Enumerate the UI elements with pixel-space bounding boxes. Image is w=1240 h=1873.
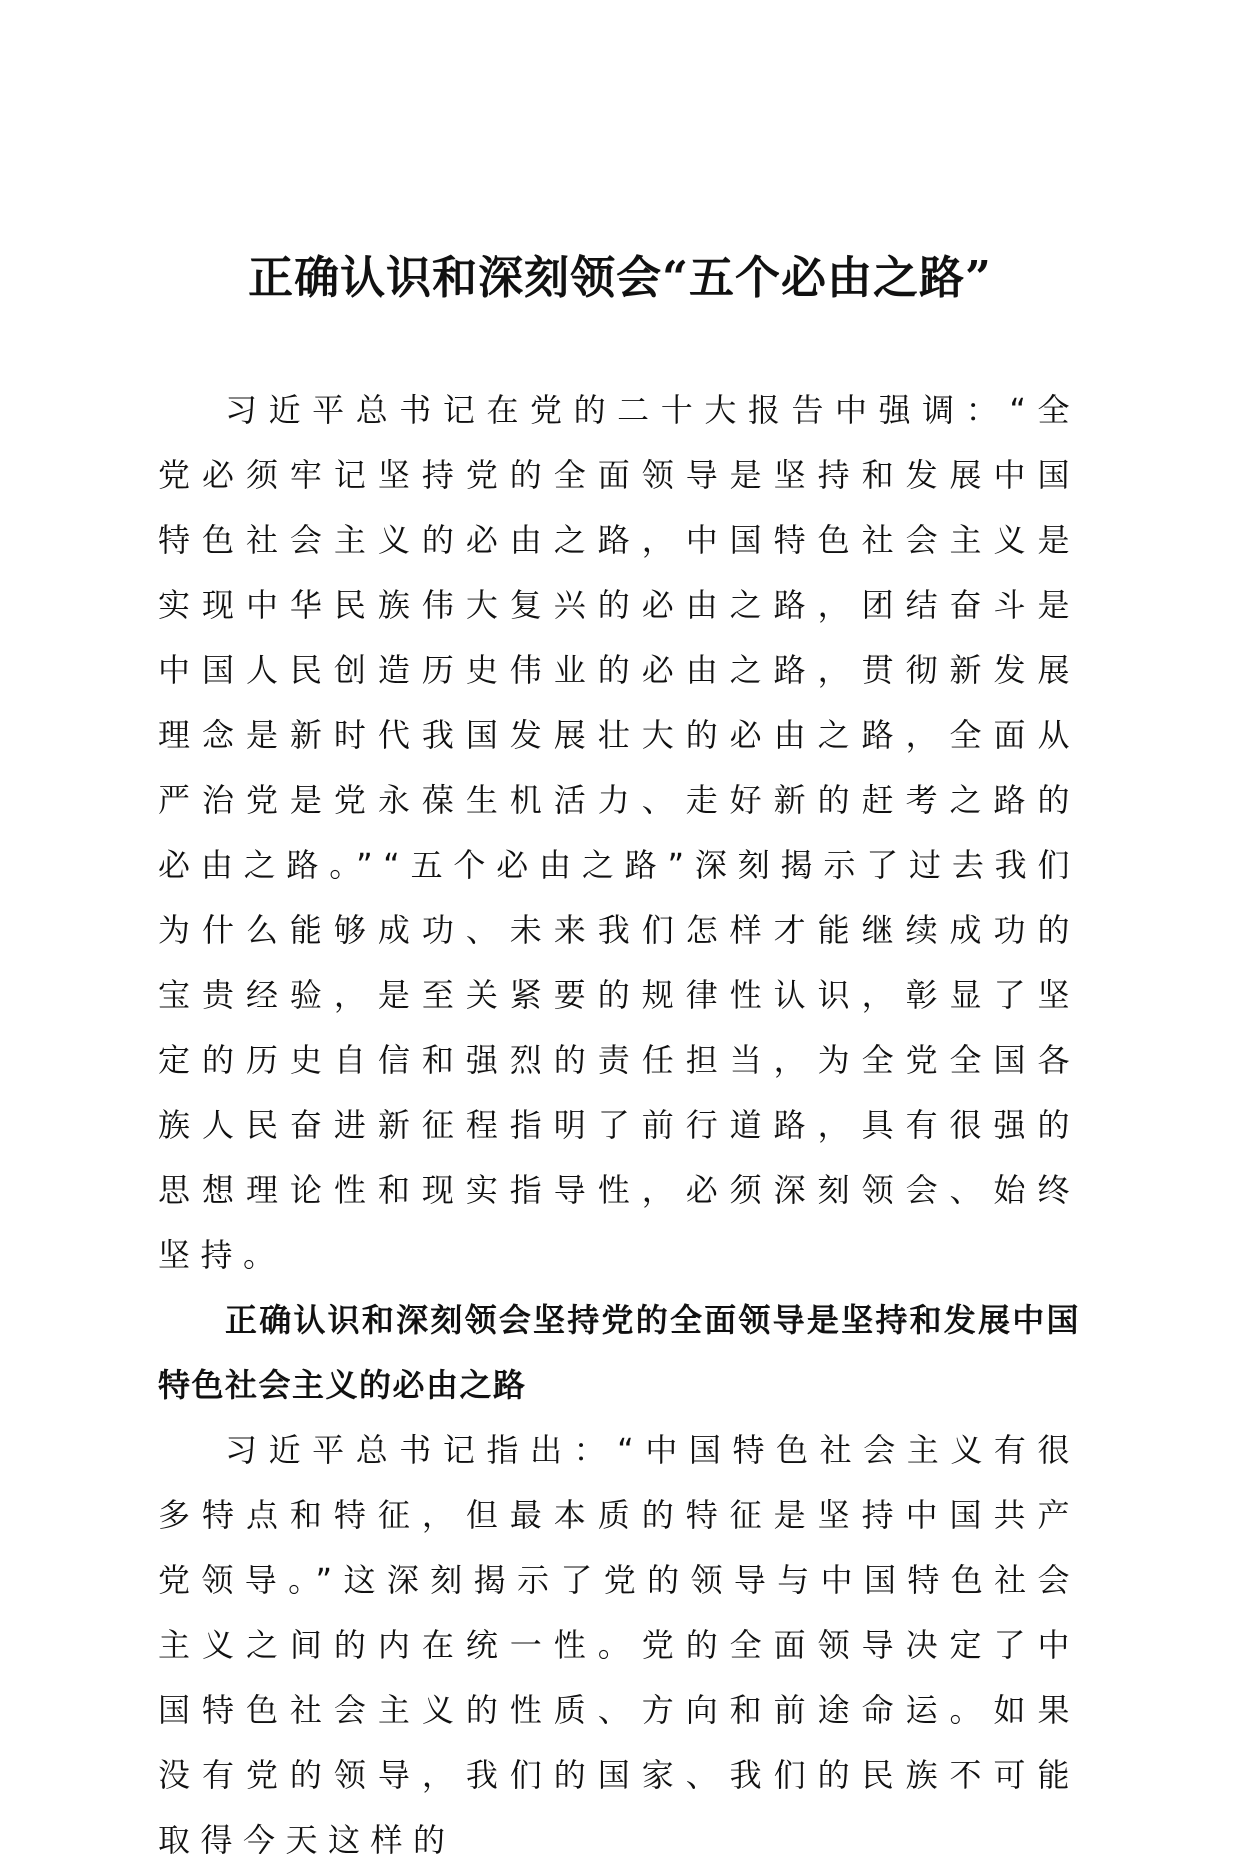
- document-title: 正确认识和深刻领会“五个必由之路”: [248, 251, 992, 304]
- intro-paragraph: 习近平总书记在党的二十大报告中强调：“全党必须牢记坚持党的全面领导是坚持和发展中国特色社会主义的必由之路，中国特色社会主义是实现中华民族伟大复兴的必由之路，团结奋斗是中国人民创造历史伟业的必由之路，贯彻新发展理念是新时代我国发展壮大的必由之路，全面从严治党是党永葆生机活力、走好新的赶考之路的必由之路。”“五个必由之路”深刻揭示了过去我们为什么能够成功、未来我们怎样才能继续成功的宝贵经验，是至关紧要的规律性认识，彰显了坚定的历史自信和强烈的责任担当，为全党全国各族人民奋进新征程指明了前行道路，具有很强的思想理论性和现实指导性，必须深刻领会、始终坚持。: [158, 391, 1080, 1274]
- section-heading: 正确认识和深刻领会坚持党的全面领导是坚持和发展中国特色社会主义的必由之路: [158, 1301, 1080, 1404]
- section-paragraph: 习近平总书记指出：“中国特色社会主义有很多特点和特征，但最本质的特征是坚持中国共产党领导。”这深刻揭示了党的领导与中国特色社会主义之间的内在统一性。党的全面领导决定了中国特色社会主义的性质、方向和前途命运。如果没有党的领导，我们的国家、我们的民族不可能取得今天这样的: [158, 1431, 1080, 1859]
- document-body: [158, 378, 1080, 1873]
